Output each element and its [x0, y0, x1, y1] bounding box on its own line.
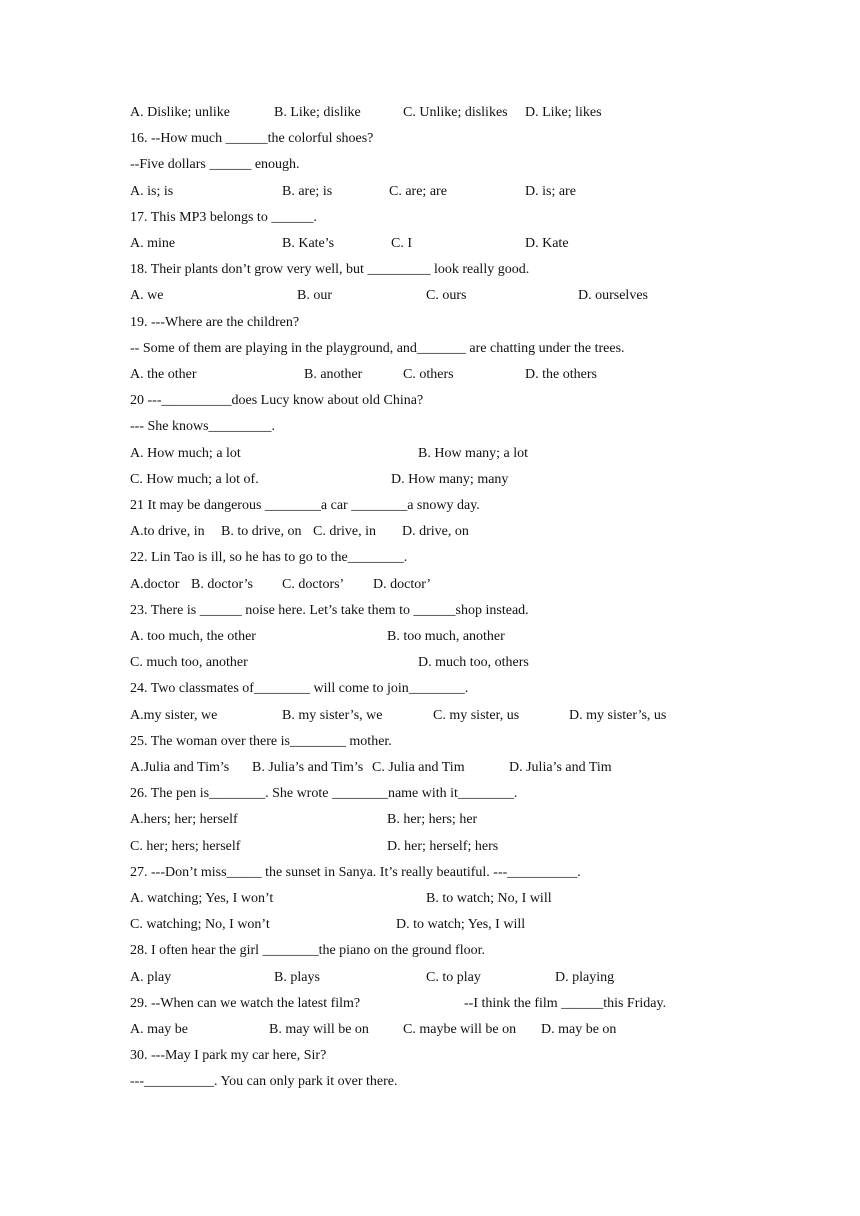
option-text: 29. --When can we watch the latest film? [130, 995, 361, 1011]
text-line [0, 365, 860, 385]
option-text: A. may be [130, 1022, 188, 1037]
option-text: D. playing [555, 969, 615, 985]
option-text: D. ourselves [578, 288, 648, 304]
text-line [0, 941, 860, 961]
text-line [0, 470, 860, 490]
option-text: B. Kate’s [282, 236, 335, 251]
option-text: A. is; is [130, 183, 174, 199]
question-text: ---__________. You can only park it over there. [130, 1074, 398, 1090]
text-line [0, 1072, 860, 1092]
option-text: C. maybe will be on [403, 1022, 517, 1037]
option-text: C. to play [426, 969, 481, 985]
option-text: A. How much; a lot [130, 445, 241, 461]
option-text: D. Like; likes [525, 105, 602, 120]
option-text: B. plays [274, 969, 320, 985]
option-text: C. ours [426, 288, 467, 304]
text-line [0, 391, 860, 411]
option-text: A. mine [130, 236, 176, 251]
option-text: D. Julia’s and Tim [509, 760, 612, 775]
option-text: B. another [304, 367, 363, 382]
question-text: 21 It may be dangerous ________a car ________a snowy day. [130, 498, 480, 513]
option-text: D. my sister’s, us [569, 707, 667, 723]
text-line [0, 575, 860, 595]
question-text: 19. ---Where are the children? [130, 314, 300, 330]
text-line [0, 339, 860, 359]
text-line [0, 496, 860, 516]
option-text: D. may be on [541, 1022, 617, 1037]
question-text: 22. Lin Tao is ill, so he has to go to the________. [130, 550, 408, 566]
text-line [0, 522, 860, 542]
text-line [0, 444, 860, 464]
option-text: A. watching; Yes, I won’t [130, 891, 274, 906]
question-text: 26. The pen is________. She wrote ________name with it________. [130, 786, 518, 802]
option-text: B. our [297, 288, 332, 304]
text-line [0, 601, 860, 621]
text-line [0, 627, 860, 647]
option-text: D. to watch; Yes, I will [396, 917, 526, 933]
question-text: 25. The woman over there is________ mother. [130, 733, 392, 749]
option-text: A. the other [130, 367, 197, 382]
text-line [0, 286, 860, 306]
option-text: D. How many; many [391, 471, 509, 487]
question-text: 20 ---__________does Lucy know about old China? [130, 393, 424, 409]
text-line [0, 732, 860, 752]
option-text: B. her; hers; her [387, 812, 478, 828]
question-text: --Five dollars ______ enough. [130, 157, 300, 173]
question-text: 24. Two classmates of________ will come to join________. [130, 681, 469, 697]
text-line [0, 679, 860, 699]
option-text: C. doctors’ [282, 576, 345, 592]
text-line [0, 234, 860, 254]
text-line [0, 968, 860, 988]
option-text: B. Julia’s and Tim’s [252, 760, 364, 775]
option-text: C. much too, another [130, 655, 248, 671]
question-text: --- She knows_________. [130, 419, 276, 435]
question-text: 23. There is ______ noise here. Let’s take them to ______shop instead. [130, 602, 529, 618]
option-text: D. is; are [525, 183, 576, 199]
option-text: D. her; herself; hers [387, 838, 499, 854]
option-text: C. are; are [389, 183, 447, 199]
option-text: A.my sister, we [130, 707, 218, 723]
option-text: A.doctor [130, 576, 180, 592]
question-text: 17. This MP3 belongs to ______. [130, 209, 317, 225]
option-text: C. drive, in [313, 524, 376, 540]
text-line [0, 837, 860, 857]
text-line [0, 313, 860, 333]
option-text: A. play [130, 969, 172, 985]
option-text: D. drive, on [402, 524, 469, 540]
text-line [0, 1046, 860, 1066]
text-line [0, 863, 860, 883]
option-text: B. may will be on [269, 1022, 369, 1037]
text-line [0, 182, 860, 202]
option-text: C. I [391, 236, 412, 251]
option-text: A.hers; her; herself [130, 812, 238, 828]
option-text: D. doctor’ [373, 576, 432, 592]
text-line [0, 758, 860, 778]
option-text: D. the others [525, 367, 597, 382]
text-line [0, 129, 860, 149]
question-text: 28. I often hear the girl ________the piano on the ground floor. [130, 943, 485, 959]
text-line [0, 103, 860, 123]
question-text: 27. ---Don’t miss_____ the sunset in Sanya. It’s really beautiful. ---__________. [130, 864, 581, 880]
text-line [0, 653, 860, 673]
text-line [0, 706, 860, 726]
option-text: B. doctor’s [191, 576, 253, 592]
option-text: B. my sister’s, we [282, 707, 383, 723]
question-text: -- Some of them are playing in the playground, and_______ are chatting under the trees. [130, 340, 625, 356]
option-text: B. too much, another [387, 629, 505, 644]
option-text: A. we [130, 288, 164, 304]
option-text: A. too much, the other [130, 629, 256, 644]
text-line [0, 1020, 860, 1040]
option-text: B. are; is [282, 183, 333, 199]
option-text: C. Unlike; dislikes [403, 105, 508, 120]
option-text: --I think the film ______this Friday. [464, 995, 667, 1011]
text-line [0, 889, 860, 909]
option-text: C. How much; a lot of. [130, 471, 259, 487]
option-text: C. watching; No, I won’t [130, 917, 270, 933]
option-text: A. Dislike; unlike [130, 105, 230, 120]
question-text: 30. ---May I park my car here, Sir? [130, 1048, 327, 1064]
option-text: D. Kate [525, 236, 569, 251]
text-line [0, 994, 860, 1014]
question-text: 18. Their plants don’t grow very well, but _________ look really good. [130, 262, 530, 278]
option-text: B. to watch; No, I will [426, 891, 552, 906]
text-line [0, 548, 860, 568]
text-line [0, 784, 860, 804]
option-text: C. Julia and Tim [372, 760, 465, 775]
option-text: A.Julia and Tim’s [130, 760, 230, 775]
option-text: B. Like; dislike [274, 105, 361, 120]
option-text: B. How many; a lot [418, 445, 529, 461]
text-line [0, 417, 860, 437]
text-line [0, 915, 860, 935]
option-text: C. others [403, 367, 454, 382]
option-text: B. to drive, on [221, 524, 302, 540]
question-text: 16. --How much ______the colorful shoes? [130, 131, 374, 147]
option-text: C. her; hers; herself [130, 838, 241, 854]
option-text: D. much too, others [418, 655, 529, 671]
text-line [0, 155, 860, 175]
text-line [0, 208, 860, 228]
text-line [0, 810, 860, 830]
option-text: A.to drive, in [130, 524, 205, 540]
text-line [0, 260, 860, 280]
option-text: C. my sister, us [433, 707, 520, 723]
